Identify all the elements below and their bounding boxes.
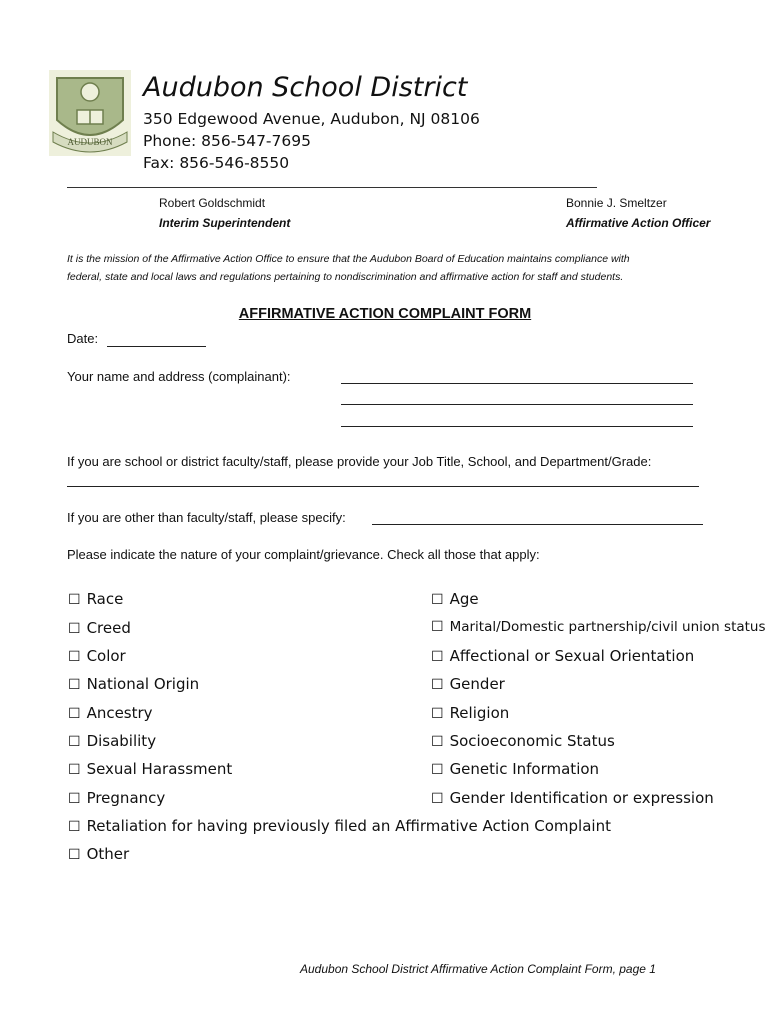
date-field[interactable] <box>107 346 206 347</box>
option-religion[interactable] <box>431 704 509 722</box>
option-race[interactable] <box>68 590 123 608</box>
option-label: Marital/Domestic partnership/civil union status <box>449 619 766 635</box>
other-specify-label: If you are other than faculty/staff, please specify: <box>67 510 346 525</box>
mission-line-2: federal, state and local laws and regulations pertaining to nondiscrimination and affirmative action for staff and students. <box>67 271 624 283</box>
name-address-line-3[interactable] <box>341 426 693 427</box>
officer-title: Affirmative Action Officer <box>566 216 711 230</box>
district-name: Audubon School District <box>143 72 468 103</box>
mission-line-1: It is the mission of the Affirmative Action Office to ensure that the Audubon Board of Education maintains compliance with <box>67 253 630 265</box>
option-label: Creed <box>86 619 131 637</box>
option-marital-status[interactable] <box>431 619 766 635</box>
checkbox-icon[interactable]: ☐ <box>431 677 444 693</box>
option-label: Race <box>86 590 124 608</box>
checkbox-icon[interactable]: ☐ <box>431 734 444 750</box>
option-gender[interactable] <box>431 675 505 693</box>
checkbox-icon[interactable]: ☐ <box>68 677 81 693</box>
date-label: Date: <box>67 331 99 346</box>
option-age[interactable] <box>431 590 479 608</box>
faculty-label: If you are school or district faculty/staff, please provide your Job Title, School, and Department/Grade: <box>67 454 652 469</box>
option-color[interactable] <box>68 647 126 665</box>
superintendent-name: Robert Goldschmidt <box>159 196 266 210</box>
option-label: Color <box>86 647 126 665</box>
option-national-origin[interactable] <box>68 675 199 693</box>
name-address-line-2[interactable] <box>341 404 693 405</box>
option-label: Genetic Information <box>449 760 600 778</box>
option-disability[interactable] <box>68 732 156 750</box>
option-label: National Origin <box>86 675 200 693</box>
mission-statement <box>67 250 707 286</box>
checkbox-icon[interactable]: ☐ <box>68 621 81 637</box>
option-label: Disability <box>86 732 157 750</box>
option-label: Ancestry <box>86 704 153 722</box>
option-label: Age <box>449 590 479 608</box>
option-sexual-harassment[interactable] <box>68 760 232 778</box>
option-other[interactable] <box>68 845 129 863</box>
district-fax: Fax: 856-546-8550 <box>143 154 290 172</box>
option-label: Socioeconomic Status <box>449 732 615 750</box>
checkbox-icon[interactable]: ☐ <box>431 706 444 722</box>
option-label: Other <box>86 845 130 863</box>
option-label: Retaliation for having previously filed an Affirmative Action Complaint <box>86 817 611 835</box>
checkbox-icon[interactable]: ☐ <box>68 791 81 807</box>
form-title: AFFIRMATIVE ACTION COMPLAINT FORM <box>238 306 532 322</box>
option-label: Sexual Harassment <box>86 760 233 778</box>
option-label: Gender <box>449 675 505 693</box>
faculty-field[interactable] <box>67 486 699 487</box>
district-address: 350 Edgewood Avenue, Audubon, NJ 08106 <box>143 110 480 128</box>
option-pregnancy[interactable] <box>68 789 165 807</box>
option-label: Gender Identification or expression <box>449 789 714 807</box>
checkbox-icon[interactable]: ☐ <box>68 649 81 665</box>
option-retaliation[interactable] <box>68 817 611 835</box>
option-gender-identification[interactable] <box>431 789 714 807</box>
checkbox-icon[interactable]: ☐ <box>68 819 81 835</box>
checkbox-icon[interactable]: ☐ <box>431 619 444 635</box>
checkbox-icon[interactable]: ☐ <box>68 734 81 750</box>
checkbox-icon[interactable]: ☐ <box>68 847 81 863</box>
officer-name: Bonnie J. Smeltzer <box>566 196 667 210</box>
option-ancestry[interactable] <box>68 704 153 722</box>
nature-label: Please indicate the nature of your complaint/grievance. Check all those that apply: <box>67 547 540 562</box>
checkbox-icon[interactable]: ☐ <box>431 592 444 608</box>
checkbox-icon[interactable]: ☐ <box>431 649 444 665</box>
superintendent-title: Interim Superintendent <box>159 216 291 230</box>
option-genetic-information[interactable] <box>431 760 599 778</box>
district-logo <box>49 70 131 156</box>
name-address-label: Your name and address (complainant): <box>67 369 291 384</box>
option-socioeconomic-status[interactable] <box>431 732 615 750</box>
option-label: Pregnancy <box>86 789 166 807</box>
district-phone: Phone: 856-547-7695 <box>143 132 311 150</box>
other-specify-field[interactable] <box>372 524 703 525</box>
checkbox-icon[interactable]: ☐ <box>68 762 81 778</box>
logo-text: AUDUBON <box>67 137 113 147</box>
option-label: Religion <box>449 704 510 722</box>
option-sexual-orientation[interactable] <box>431 647 694 665</box>
checkbox-icon[interactable]: ☐ <box>68 592 81 608</box>
option-creed[interactable] <box>68 619 131 637</box>
checkbox-icon[interactable]: ☐ <box>431 762 444 778</box>
checkbox-icon[interactable]: ☐ <box>68 706 81 722</box>
option-label: Affectional or Sexual Orientation <box>449 647 695 665</box>
header-divider <box>67 187 597 188</box>
checkbox-icon[interactable]: ☐ <box>431 791 444 807</box>
name-address-line-1[interactable] <box>341 383 693 384</box>
page-footer: Audubon School District Affirmative Action Complaint Form, page 1 <box>300 962 656 976</box>
